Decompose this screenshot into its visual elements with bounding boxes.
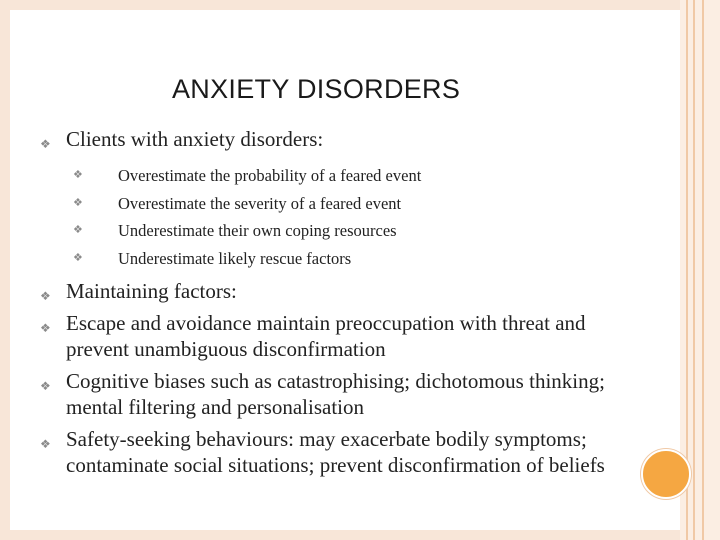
sub-bullet-text: Underestimate likely rescue factors: [118, 248, 352, 268]
bullet-text: Maintaining factors:: [66, 279, 237, 303]
bullet-item: [40, 310, 640, 362]
slide-title: ANXIETY DISORDERS: [172, 74, 461, 104]
bullet-text: Cognitive biases such as catastrophising; dichotomous thinking; mental filtering and personalisation: [66, 369, 605, 419]
decorative-line: [702, 0, 704, 540]
bullet-icon: ❖: [40, 137, 51, 151]
bullet-icon: ❖: [40, 379, 51, 393]
slide-content: [40, 126, 640, 484]
bullet-icon: ❖: [73, 169, 83, 181]
bullet-text: Escape and avoidance maintain preoccupation with threat and prevent unambiguous disconfirmation: [66, 311, 586, 361]
bullet-icon: ❖: [73, 251, 83, 264]
bullet-icon: ❖: [40, 321, 51, 335]
top-border-stripe: [0, 0, 720, 10]
sub-bullet-list: [40, 162, 640, 272]
sub-bullet-item: [40, 217, 640, 245]
bullet-item: [40, 278, 640, 304]
sub-bullet-text: Overestimate the probability of a feared event: [118, 166, 422, 185]
bullet-item: [40, 426, 640, 478]
left-border-stripe: [0, 0, 10, 540]
bullet-item: [40, 126, 640, 152]
sub-bullet-item: [40, 245, 640, 273]
sub-bullet-item: [40, 162, 640, 190]
bullet-icon: ❖: [40, 289, 51, 303]
bullet-icon: ❖: [73, 196, 83, 209]
bullet-text: Clients with anxiety disorders:: [66, 127, 324, 151]
bullet-text: Safety-seeking behaviours: may exacerbate bodily symptoms; contaminate social situations; prevent disconfirmation of beliefs: [66, 427, 605, 477]
sub-bullet-item: [40, 190, 640, 218]
bottom-border-stripe: [0, 530, 720, 540]
decorative-circle: [641, 449, 691, 499]
bullet-icon: ❖: [40, 437, 51, 451]
bullet-item: [40, 368, 640, 420]
sub-bullet-text: Overestimate the severity of a feared event: [118, 193, 402, 213]
sub-bullet-text: Underestimate their own coping resources: [118, 221, 397, 240]
bullet-icon: ❖: [73, 224, 83, 236]
decorative-line: [693, 0, 695, 540]
